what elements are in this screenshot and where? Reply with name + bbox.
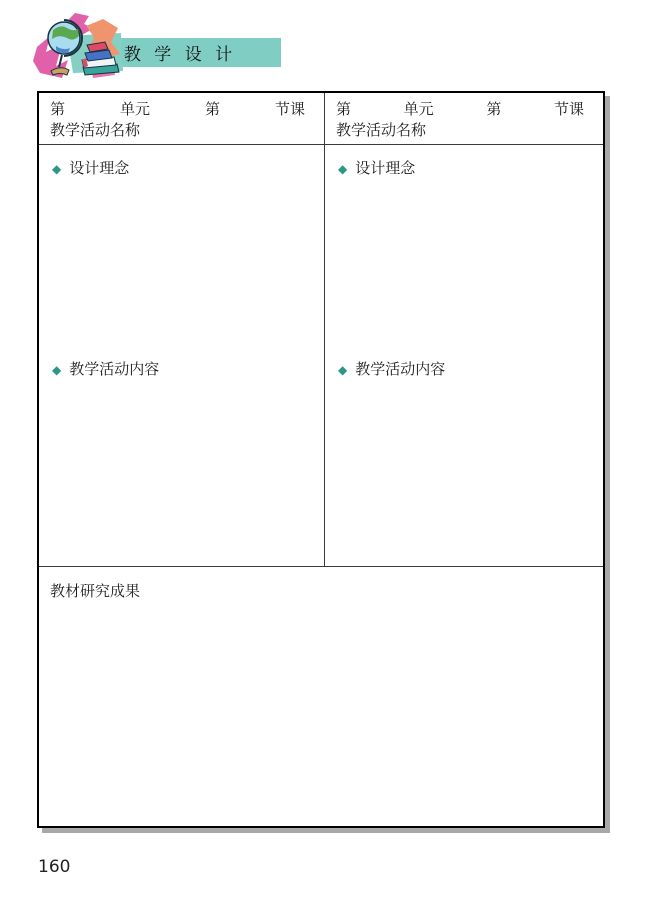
- design-concept-label: 设计理念: [355, 159, 416, 177]
- lesson-column-left: [39, 93, 325, 566]
- research-results-section: [39, 567, 603, 601]
- diamond-bullet-icon: ◆: [338, 362, 348, 377]
- unit-lesson-blank-line: [50, 99, 313, 120]
- diamond-bullet-icon: ◆: [52, 161, 62, 176]
- research-results-label: 教材研究成果: [50, 582, 141, 600]
- unit-suffix-label: 单元: [403, 100, 434, 118]
- activity-content-section: [338, 360, 603, 379]
- unit-lesson-blank-line: [336, 99, 592, 120]
- lesson-column-right: [325, 93, 603, 566]
- globe-and-books-icon: [31, 11, 123, 81]
- lesson-prefix-label: 第: [486, 100, 502, 118]
- lesson-prefix-label: 第: [204, 100, 220, 118]
- activity-content-label: 教学活动内容: [355, 360, 446, 378]
- lesson-header-right: [325, 93, 603, 145]
- page-number: 160: [38, 857, 71, 877]
- unit-suffix-label: 单元: [119, 100, 150, 118]
- lesson-body-right: [325, 145, 603, 379]
- diamond-bullet-icon: ◆: [338, 161, 348, 176]
- lesson-header-left: [39, 93, 324, 145]
- unit-prefix-label: 第: [50, 100, 66, 118]
- design-concept-section: [338, 159, 603, 178]
- lesson-plan-form: [37, 91, 605, 828]
- design-concept-section: [52, 159, 324, 178]
- lesson-columns: [39, 93, 603, 567]
- activity-name-label: 教学活动名称: [336, 121, 427, 139]
- lesson-body-left: [39, 145, 324, 379]
- activity-content-label: 教学活动内容: [69, 360, 160, 378]
- lesson-suffix-label: 节课: [553, 100, 584, 118]
- activity-content-section: [52, 360, 324, 379]
- design-concept-label: 设计理念: [69, 159, 130, 177]
- lesson-suffix-label: 节课: [274, 100, 305, 118]
- activity-name-label: 教学活动名称: [50, 121, 141, 139]
- diamond-bullet-icon: ◆: [52, 362, 62, 377]
- banner-title: 教 学 设 计: [123, 45, 237, 65]
- unit-prefix-label: 第: [336, 100, 352, 118]
